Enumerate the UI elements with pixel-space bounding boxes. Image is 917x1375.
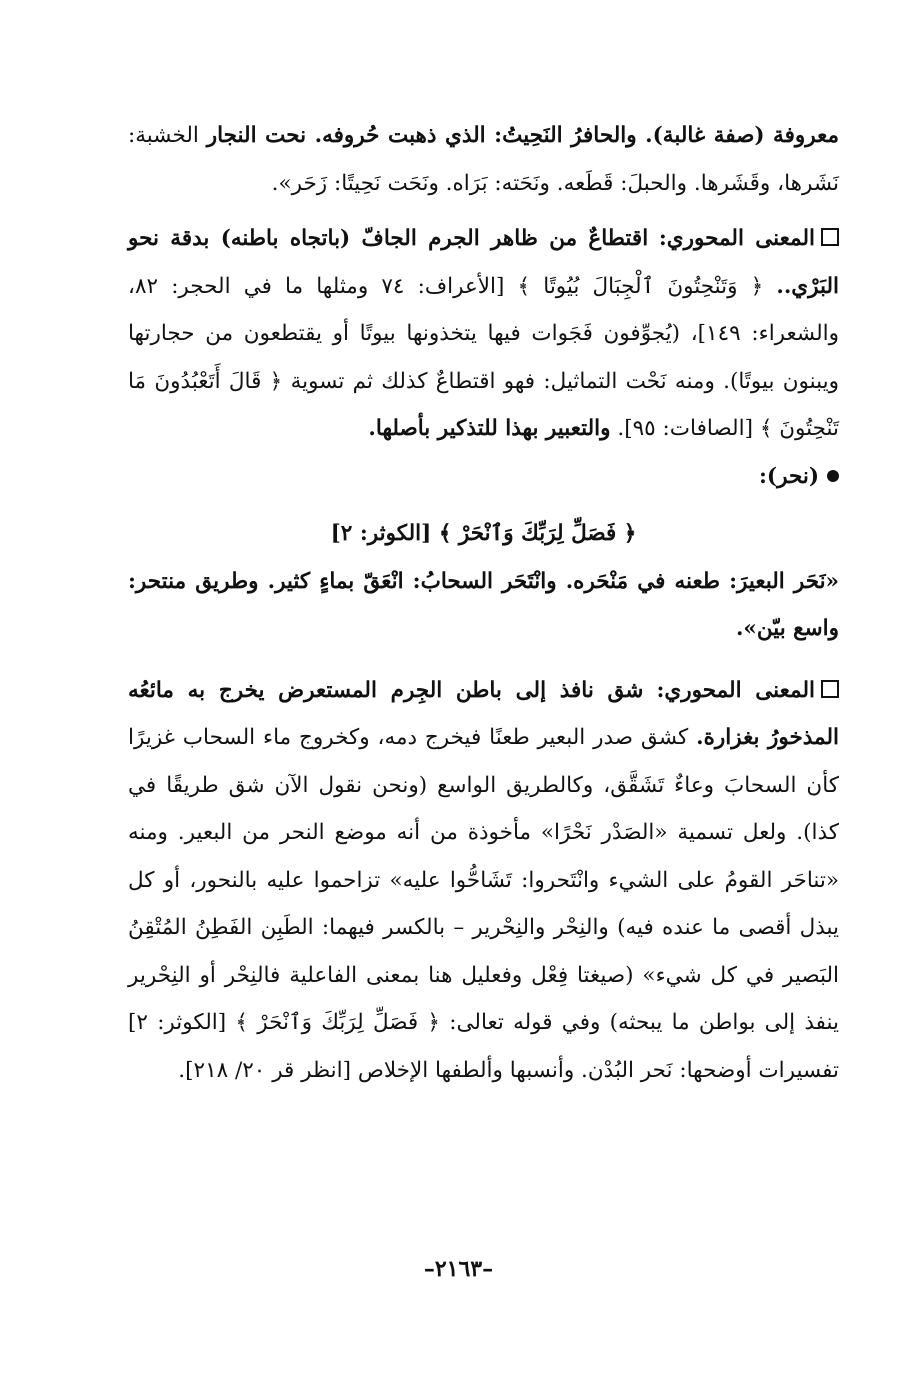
- tafsir-sentence: تفسيرات أوضحها: نَحر البُدْن. وأنسبها وألطفها الإخلاص [انظر قر ٢٠/ ٢١٨].: [178, 1057, 839, 1083]
- lexicon-line-1: معروفة (صفة غالبة). والحافرُ النَحِيتُ: الذي ذهبت حُروفه. نحت النجار: [206, 123, 839, 148]
- quran-verse: ﴿ فَصَلِّ لِرَبِّكَ وَٱنْحَرْ ﴾: [438, 521, 637, 546]
- square-marker-icon: [821, 680, 839, 698]
- nht-lexicon-paragraph: [128, 112, 839, 207]
- entry-heading-text: (نحر):: [758, 463, 819, 489]
- lexicon-quote: «نَحَر البعيرَ: طعنه في مَنْحَره. وانْتَحَر السحابُ: انْعَقّ بماءٍ كثير. وطريق منتحر: واسع بيّن».: [128, 568, 839, 641]
- meaning-label: المعنى المحوري:: [656, 677, 815, 703]
- meaning-label: المعنى المحوري:: [658, 226, 815, 251]
- verse-line: [128, 510, 839, 558]
- entry-heading: [128, 453, 839, 501]
- verse-reference: [الأعراف: ٧٤ ومثلها ما في الحجر: ٨٢، والشعراء: ١٤٩]،: [128, 273, 840, 346]
- verse-reference: [الصافات: ٩٥].: [617, 416, 753, 441]
- nhr-lexicon-paragraph: [128, 558, 839, 653]
- nhr-meaning-paragraph: [128, 667, 839, 1095]
- square-marker-icon: [821, 228, 839, 246]
- meaning-explanation: كشق صدر البعير طعنًا فيخرج دمه، وكخروج ماء السحاب غزيرًا كأن السحابَ وعاءٌ تَشَقَّق، وكالطريق الواسع (ونحن نقول الآن شق طريقًا في كذا). ولعل تسمية «الصَدْر نَحْرًا» مأخوذة من أنه موضع النحر من البعير. ومنه «تناحَر القومُ على الشيء وانْتَحروا: تَشَاحُّوا عليه» تزاحموا عليه بالنحور، أو كل يبذل أقصى ما عنده فيه) والنِحْر والنِحْرير – بالكسر فيهما: الطَبِن الفَطِنُ المُتْقِنُ البَصير في كل شيء» (صيغتا فِعْل وفعليل هنا بمعنى الفاعلية فالنِحْر أو النِحْرير ينفذ إلى بواطن ما يبحثه) وفي قوله تعالى:: [128, 725, 839, 1035]
- closing-sentence: والتعبير بهذا للتذكير بأصلها.: [368, 416, 611, 441]
- verse-reference: [الكوثر: ٢]: [128, 1010, 227, 1035]
- quran-verse: ﴿ فَصَلِّ لِرَبِّكَ وَٱنْحَرْ ﴾: [235, 1010, 440, 1035]
- page-body: [128, 112, 839, 1315]
- bullet-icon: [827, 470, 839, 482]
- meaning-definition: شق نافذ إلى باطن الجِرم المستعرض يخرج به مائعُه المذخورُ بغزارة.: [128, 677, 839, 750]
- meaning-definition: اقتطاعٌ من ظاهر الجرم الجافّ (باتجاه باطنه) بدقة نحو البَرْي..: [128, 226, 840, 299]
- quran-verse: ﴿ قَالَ أَتَعْبُدُونَ مَا تَنْحِتُونَ ﴾: [128, 368, 839, 441]
- nht-meaning-paragraph: [128, 215, 839, 453]
- verse-reference: [الكوثر: ٢]: [330, 521, 432, 546]
- page-number: –٢١٦٣–: [423, 1256, 494, 1282]
- quran-verse: ﴿ وَتَنْحِتُونَ ٱلْجِبَالَ بُيُوتًا ﴾: [517, 273, 764, 299]
- lexicon-line-2: الخشبة: نَشَرها، وقَشَرها. والحبلَ: قَطَعه. ونَحَته: بَرَاه. ونَحَت نَحِيتًا: زَحَر».: [128, 123, 839, 196]
- meaning-explanation: (يُجوِّفون فَجَوات فيها يتخذونها بيوتًا أو يقتطعون من حجارتها ويبنون بيوتًا). ومنه نَحْت التماثيل: فهو اقتطاعٌ كذلك ثم تسوية: [128, 321, 839, 394]
